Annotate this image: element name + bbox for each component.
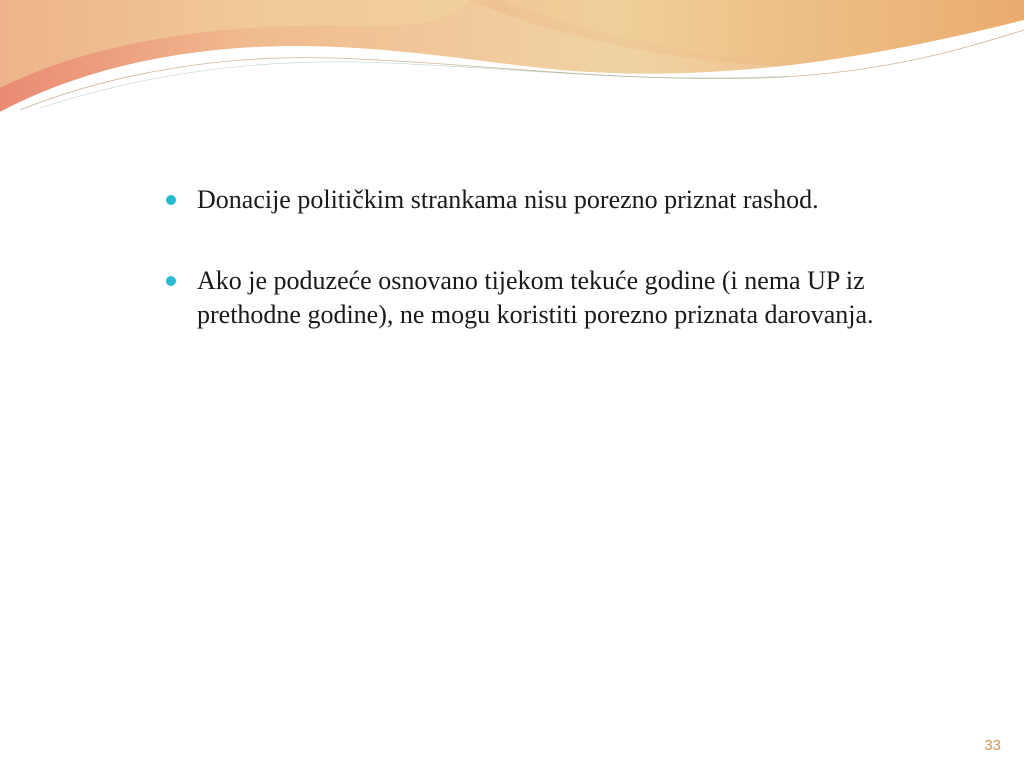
bullet-item <box>165 264 955 332</box>
decorative-header-wave <box>0 0 1024 130</box>
bullet-item <box>165 183 955 217</box>
bullet-text: Ako je poduzeće osnovano tijekom tekuće godine (i nema UP iz prethodne godine), ne mogu koristiti porezno priznata darovanja. <box>197 266 874 329</box>
page-number: 33 <box>984 737 1001 754</box>
bullet-icon <box>166 276 176 286</box>
bullet-text: Donacije političkim strankama nisu porezno priznat rashod. <box>197 185 819 214</box>
bullet-icon <box>166 195 176 205</box>
bullet-list <box>165 183 955 379</box>
